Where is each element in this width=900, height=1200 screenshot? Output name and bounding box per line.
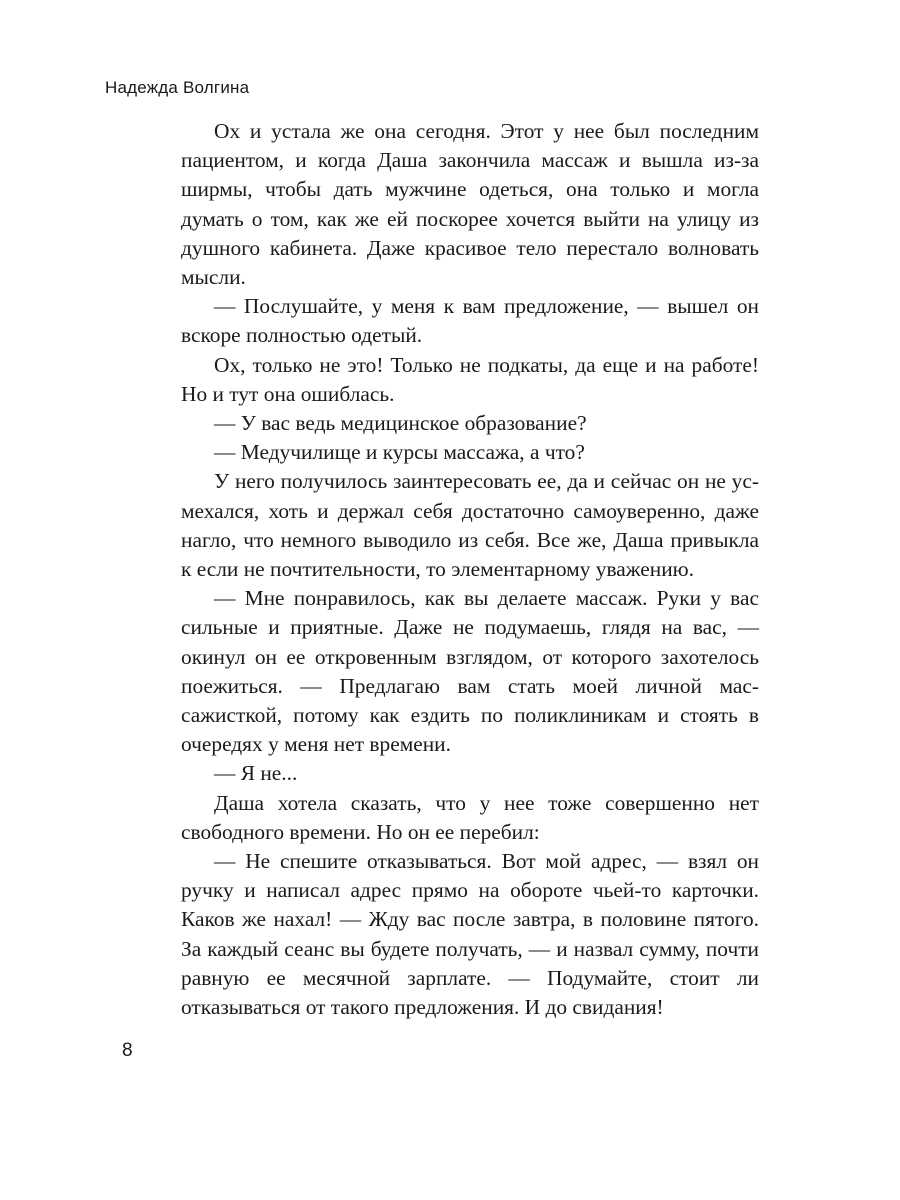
paragraph: — Я не... bbox=[214, 761, 298, 786]
paragraph: Ох, только не это! Только не подкаты, да еще и на работе! Но и тут она ошиблась. bbox=[181, 352, 759, 406]
running-head-author: Надежда Волгина bbox=[105, 78, 250, 97]
paragraph: — У вас ведь медицинское образование? bbox=[214, 411, 587, 436]
paragraph: У него получилось заинтересовать ее, да и сейчас он не усмехался, хоть и держал себя достаточно самоуверенно, даже нагло, что немного выводило из себя. Все же, Даша привыкла к если не почтительности, то элементарному уважению. bbox=[181, 469, 759, 582]
paragraph: — Медучилище и курсы массажа, а что? bbox=[214, 440, 585, 465]
paragraph: Даша хотела сказать, что у нее тоже совершенно нет свободного времени. Но он ее перебил: bbox=[181, 790, 759, 844]
paragraph: Ох и устала же она сегодня. Этот у нее был последним пациентом, и когда Даша закончила массаж и вышла из-за ширмы, чтобы дать мужчине одеться, она только и могла думать о том, как же ей поскорее хочется выйти на улицу из душного кабинета. Даже красивое тело перестало волновать мысли. bbox=[181, 119, 759, 290]
paragraph: — Не спешите отказываться. Вот мой адрес, — взял он ручку и написал адрес прямо на обороте чьей-то карточки. Каков же нахал! — Жду вас после завтра, в половине пятого. За каждый сеанс вы будете получать, — и назвал сумму, почти равную ее месячной зарплате. — Подумайте, стоит ли отказываться от такого предложения. И до свидания! bbox=[181, 849, 759, 1020]
paragraph: — Мне понравилось, как вы делаете массаж. Руки у вас сильные и приятные. Даже не подумаешь, глядя на вас, — окинул он ее откровенным взглядом, от которого захотелось поежиться. — Предлагаю вам стать моей личной массажисткой, потому как ездить по поликлиникам и стоять в очередях у меня нет времени. bbox=[181, 586, 759, 757]
body-text bbox=[181, 117, 759, 1022]
paragraph: — Послушайте, у меня к вам предложение, — вышел он вскоре полностью одетый. bbox=[181, 294, 759, 348]
page-number: 8 bbox=[122, 1040, 133, 1061]
